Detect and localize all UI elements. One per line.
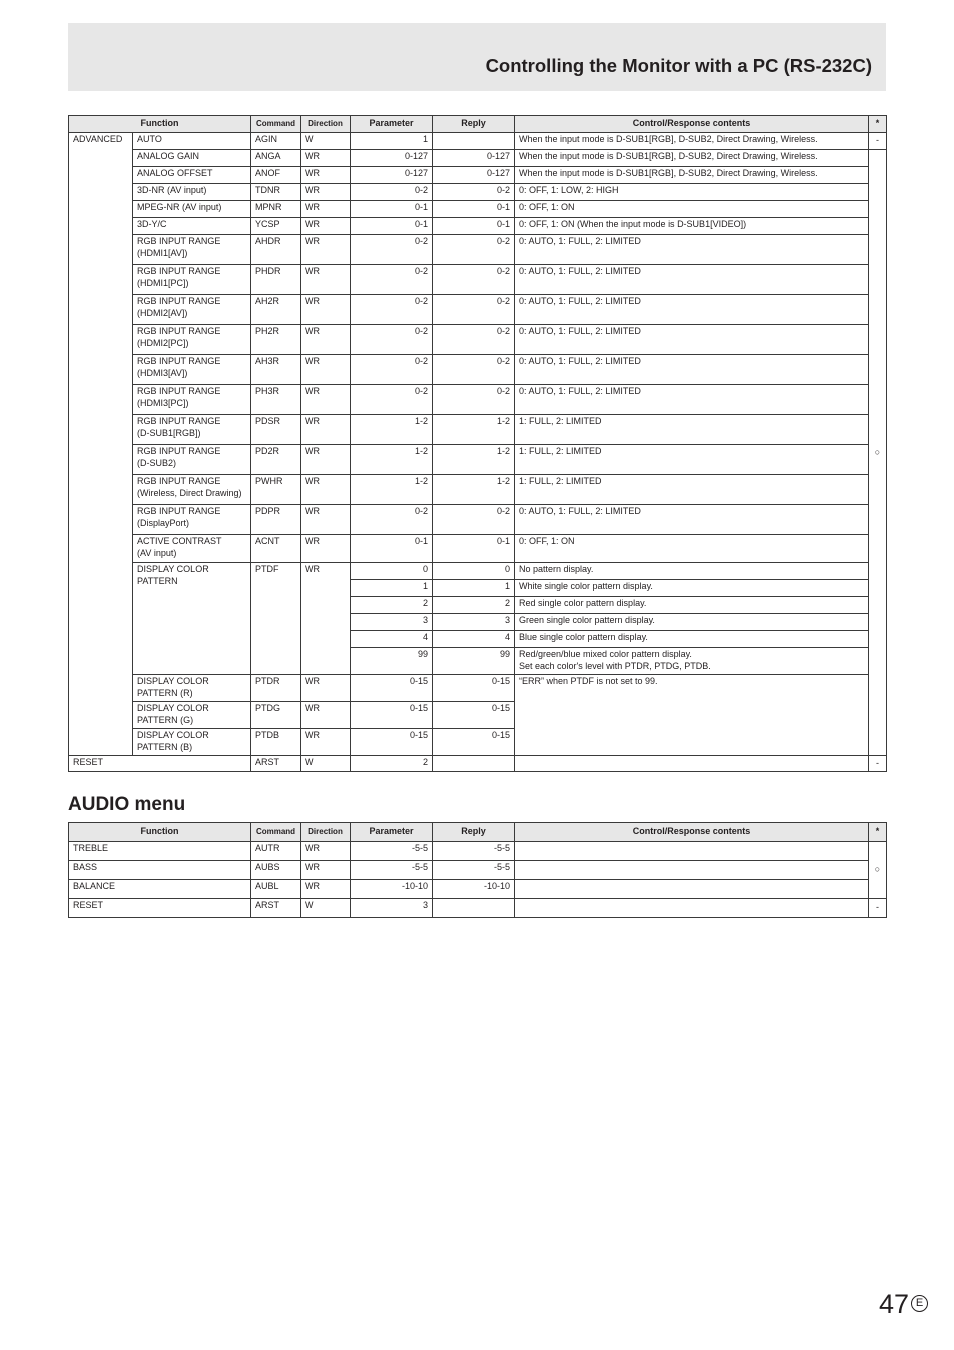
direction: WR [301, 702, 351, 729]
control-content [515, 648, 869, 675]
function-line: (HDMI1[AV]) [137, 247, 188, 258]
control-content: “ERR” when PTDF is not set to 99. [515, 675, 869, 756]
control-content: Red single color pattern display. [515, 597, 869, 614]
table-row [69, 563, 887, 580]
table-row [69, 201, 887, 218]
command-code: PTDR [251, 675, 301, 702]
table-row [69, 265, 887, 295]
command-code: AH3R [251, 355, 301, 385]
direction: WR [301, 415, 351, 445]
function-line: RGB INPUT RANGE [137, 506, 221, 516]
header-command: Command [251, 116, 301, 133]
parameter: 0-127 [351, 167, 433, 184]
parameter: 1 [351, 133, 433, 150]
function-line: DISPLAY COLOR [137, 564, 209, 574]
reply: 1 [433, 580, 515, 597]
direction: WR [301, 563, 351, 675]
direction: WR [301, 675, 351, 702]
function-line: (Wireless, Direct Drawing) [137, 487, 242, 498]
command-code: ACNT [251, 535, 301, 563]
table-row [69, 756, 887, 772]
reply [433, 899, 515, 918]
command-code: AUBL [251, 880, 301, 899]
control-content: 0: OFF, 1: ON [515, 535, 869, 563]
function-line: Set each color's level with PTDR, PTDG, PTDB. [519, 660, 711, 671]
command-code: PH2R [251, 325, 301, 355]
direction: W [301, 899, 351, 918]
direction: WR [301, 265, 351, 295]
reply: 1-2 [433, 475, 515, 505]
header-star: * [869, 116, 887, 133]
direction: WR [301, 150, 351, 167]
parameter: 1-2 [351, 475, 433, 505]
command-code: PDSR [251, 415, 301, 445]
reply: 0 [433, 563, 515, 580]
reply: 0-15 [433, 702, 515, 729]
header-parameter: Parameter [351, 116, 433, 133]
star-mark: - [869, 756, 887, 772]
reply: -5-5 [433, 842, 515, 861]
audio-command-table [68, 822, 887, 918]
reply: 2 [433, 597, 515, 614]
function-name [133, 325, 251, 355]
function-name [133, 295, 251, 325]
reply: 0-15 [433, 675, 515, 702]
table-row [69, 475, 887, 505]
parameter: 0-2 [351, 265, 433, 295]
parameter: 0-1 [351, 218, 433, 235]
direction: WR [301, 218, 351, 235]
function-line: (AV input) [137, 547, 177, 558]
reply: 0-2 [433, 505, 515, 535]
function-name [133, 729, 251, 756]
direction: WR [301, 535, 351, 563]
header-star: * [869, 823, 887, 842]
parameter: 3 [351, 899, 433, 918]
command-code: TDNR [251, 184, 301, 201]
page-number-value: 47 [879, 1289, 910, 1319]
reply: 0-2 [433, 385, 515, 415]
supported-circle-mark: ○ [869, 842, 887, 899]
direction: WR [301, 505, 351, 535]
header-command: Command [251, 823, 301, 842]
parameter: 0-2 [351, 184, 433, 201]
reply: 0-127 [433, 150, 515, 167]
reply: 0-2 [433, 235, 515, 265]
direction: WR [301, 184, 351, 201]
command-code: ANGA [251, 150, 301, 167]
table-row [69, 861, 887, 880]
control-content: 1: FULL, 2: LIMITED [515, 415, 869, 445]
direction: WR [301, 729, 351, 756]
control-content: 0: AUTO, 1: FULL, 2: LIMITED [515, 385, 869, 415]
parameter: 0-2 [351, 325, 433, 355]
reply [433, 133, 515, 150]
control-content: 1: FULL, 2: LIMITED [515, 475, 869, 505]
parameter: 3 [351, 614, 433, 631]
parameter: 0-15 [351, 675, 433, 702]
header-band [68, 23, 886, 91]
advanced-command-table [68, 115, 887, 772]
control-content: When the input mode is D-SUB1[RGB], D-SUB2, Direct Drawing, Wireless. [515, 150, 869, 167]
parameter: 2 [351, 597, 433, 614]
direction: WR [301, 201, 351, 218]
table-row [69, 842, 887, 861]
reply: 0-2 [433, 355, 515, 385]
function-line: RGB INPUT RANGE [137, 386, 221, 396]
command-code: ARST [251, 899, 301, 918]
control-content: Green single color pattern display. [515, 614, 869, 631]
reply: 0-1 [433, 218, 515, 235]
table-row [69, 295, 887, 325]
star-mark: - [869, 899, 887, 918]
table-row [69, 535, 887, 563]
control-content: 1: FULL, 2: LIMITED [515, 445, 869, 475]
function-line: (D-SUB1[RGB]) [137, 427, 201, 438]
function-name [133, 675, 251, 702]
table-row [69, 150, 887, 167]
control-content: 0: AUTO, 1: FULL, 2: LIMITED [515, 235, 869, 265]
control-content: No pattern display. [515, 563, 869, 580]
control-content: Blue single color pattern display. [515, 631, 869, 648]
function-line: (DisplayPort) [137, 517, 190, 528]
table-row [69, 505, 887, 535]
function-line: PATTERN (R) [137, 687, 193, 698]
reply: 0-2 [433, 325, 515, 355]
header-parameter: Parameter [351, 823, 433, 842]
reply: 4 [433, 631, 515, 648]
table-row [69, 385, 887, 415]
control-content: 0: AUTO, 1: FULL, 2: LIMITED [515, 265, 869, 295]
command-code: AGIN [251, 133, 301, 150]
function-line: RGB INPUT RANGE [137, 236, 221, 246]
function-line: (HDMI1[PC]) [137, 277, 189, 288]
command-code: PH3R [251, 385, 301, 415]
direction: WR [301, 355, 351, 385]
parameter: 99 [351, 648, 433, 675]
parameter: 0-15 [351, 729, 433, 756]
function-name: AUTO [133, 133, 251, 150]
direction: WR [301, 880, 351, 899]
function-line: RGB INPUT RANGE [137, 296, 221, 306]
supported-circle-mark: ○ [869, 150, 887, 756]
command-code: ARST [251, 756, 301, 772]
control-content: When the input mode is D-SUB1[RGB], D-SUB2, Direct Drawing, Wireless. [515, 167, 869, 184]
command-code: PD2R [251, 445, 301, 475]
table-row [69, 133, 887, 150]
header-reply: Reply [433, 116, 515, 133]
function-name: 3D-Y/C [133, 218, 251, 235]
function-line: RGB INPUT RANGE [137, 266, 221, 276]
function-line: PATTERN (B) [137, 741, 193, 752]
command-code: YCSP [251, 218, 301, 235]
direction: WR [301, 385, 351, 415]
page-title: Controlling the Monitor with a PC (RS-232C) [485, 55, 872, 76]
command-code: PTDG [251, 702, 301, 729]
parameter: -5-5 [351, 842, 433, 861]
function-line: RGB INPUT RANGE [137, 416, 221, 426]
direction: WR [301, 475, 351, 505]
function-line: (D-SUB2) [137, 457, 177, 468]
table-row [69, 415, 887, 445]
parameter: 0-1 [351, 201, 433, 218]
control-content: 0: AUTO, 1: FULL, 2: LIMITED [515, 355, 869, 385]
parameter: 0-1 [351, 535, 433, 563]
parameter: 0-2 [351, 235, 433, 265]
page-number [879, 1289, 928, 1320]
parameter: 1-2 [351, 415, 433, 445]
parameter: 0-2 [351, 295, 433, 325]
direction: WR [301, 295, 351, 325]
reply: 0-2 [433, 295, 515, 325]
direction: WR [301, 167, 351, 184]
parameter: 0 [351, 563, 433, 580]
reply: 0-1 [433, 535, 515, 563]
control-content: When the input mode is D-SUB1[RGB], D-SUB2, Direct Drawing, Wireless. [515, 133, 869, 150]
command-code: PWHR [251, 475, 301, 505]
header-direction: Direction [301, 823, 351, 842]
parameter: 4 [351, 631, 433, 648]
table-row [69, 445, 887, 475]
function-line: DISPLAY COLOR [137, 730, 209, 740]
command-code: ANOF [251, 167, 301, 184]
header-function: Function [69, 823, 251, 842]
command-code: PTDF [251, 563, 301, 675]
function-name: 3D-NR (AV input) [133, 184, 251, 201]
function-name: BASS [69, 861, 251, 880]
function-line: PATTERN (G) [137, 714, 194, 725]
control-content: 0: OFF, 1: LOW, 2: HIGH [515, 184, 869, 201]
function-line: (HDMI2[PC]) [137, 337, 189, 348]
table-row [69, 880, 887, 899]
function-name [133, 265, 251, 295]
control-content: 0: AUTO, 1: FULL, 2: LIMITED [515, 295, 869, 325]
function-line: DISPLAY COLOR [137, 676, 209, 686]
reply: 3 [433, 614, 515, 631]
function-name [133, 385, 251, 415]
function-name [133, 475, 251, 505]
function-name [133, 235, 251, 265]
table-row [69, 675, 887, 702]
reply: 1-2 [433, 445, 515, 475]
control-content [515, 842, 869, 861]
function-line: RGB INPUT RANGE [137, 446, 221, 456]
parameter: 2 [351, 756, 433, 772]
function-name [133, 355, 251, 385]
control-content: 0: OFF, 1: ON (When the input mode is D-SUB1[VIDEO]) [515, 218, 869, 235]
control-content: 0: AUTO, 1: FULL, 2: LIMITED [515, 325, 869, 355]
parameter: 0-2 [351, 355, 433, 385]
audio-menu-title: AUDIO menu [68, 794, 186, 815]
function-name: ANALOG GAIN [133, 150, 251, 167]
control-content [515, 899, 869, 918]
command-code: PDPR [251, 505, 301, 535]
parameter: -10-10 [351, 880, 433, 899]
table-row [69, 184, 887, 201]
function-name: RESET [69, 756, 251, 772]
function-name [133, 415, 251, 445]
reply: 0-1 [433, 201, 515, 218]
function-line: ACTIVE CONTRAST [137, 536, 222, 546]
direction: WR [301, 445, 351, 475]
header-reply: Reply [433, 823, 515, 842]
command-code: AUTR [251, 842, 301, 861]
function-name: TREBLE [69, 842, 251, 861]
function-name: RESET [69, 899, 251, 918]
function-name [133, 445, 251, 475]
command-code: AHDR [251, 235, 301, 265]
control-content [515, 756, 869, 772]
reply [433, 756, 515, 772]
function-name [133, 702, 251, 729]
star-mark: - [869, 133, 887, 150]
direction: WR [301, 325, 351, 355]
function-line: (HDMI3[AV]) [137, 367, 188, 378]
header-contents: Control/Response contents [515, 823, 869, 842]
reply: 0-2 [433, 184, 515, 201]
function-line: Red/green/blue mixed color pattern display. [519, 649, 692, 659]
reply: 99 [433, 648, 515, 675]
function-line: DISPLAY COLOR [137, 703, 209, 713]
page-language-badge: E [911, 1295, 928, 1312]
command-code: AH2R [251, 295, 301, 325]
direction: W [301, 756, 351, 772]
function-name [133, 563, 251, 675]
parameter: 0-2 [351, 385, 433, 415]
header-function: Function [69, 116, 251, 133]
function-name: BALANCE [69, 880, 251, 899]
direction: WR [301, 235, 351, 265]
command-code: MPNR [251, 201, 301, 218]
control-content [515, 861, 869, 880]
command-code: PTDB [251, 729, 301, 756]
parameter: 0-2 [351, 505, 433, 535]
control-content: 0: OFF, 1: ON [515, 201, 869, 218]
reply: 0-2 [433, 265, 515, 295]
command-code: AUBS [251, 861, 301, 880]
parameter: -5-5 [351, 861, 433, 880]
function-line: RGB INPUT RANGE [137, 326, 221, 336]
function-name [133, 535, 251, 563]
table-row [69, 235, 887, 265]
parameter: 1-2 [351, 445, 433, 475]
reply: 1-2 [433, 415, 515, 445]
control-content [515, 880, 869, 899]
table-row [69, 899, 887, 918]
function-line: RGB INPUT RANGE [137, 356, 221, 366]
reply: -5-5 [433, 861, 515, 880]
reply: -10-10 [433, 880, 515, 899]
command-code: PHDR [251, 265, 301, 295]
control-content: White single color pattern display. [515, 580, 869, 597]
table-row [69, 218, 887, 235]
table-row [69, 355, 887, 385]
parameter: 0-127 [351, 150, 433, 167]
function-name [133, 505, 251, 535]
table-row [69, 167, 887, 184]
reply: 0-15 [433, 729, 515, 756]
reply: 0-127 [433, 167, 515, 184]
header-direction: Direction [301, 116, 351, 133]
parameter: 1 [351, 580, 433, 597]
direction: W [301, 133, 351, 150]
function-line: (HDMI3[PC]) [137, 397, 189, 408]
control-content: 0: AUTO, 1: FULL, 2: LIMITED [515, 505, 869, 535]
function-name: ANALOG OFFSET [133, 167, 251, 184]
function-line: PATTERN [137, 575, 178, 586]
table-row [69, 325, 887, 355]
parameter: 0-15 [351, 702, 433, 729]
function-name: MPEG-NR (AV input) [133, 201, 251, 218]
header-contents: Control/Response contents [515, 116, 869, 133]
direction: WR [301, 842, 351, 861]
direction: WR [301, 861, 351, 880]
function-line: (HDMI2[AV]) [137, 307, 188, 318]
function-line: RGB INPUT RANGE [137, 476, 221, 486]
group-label-advanced: ADVANCED [69, 133, 133, 756]
